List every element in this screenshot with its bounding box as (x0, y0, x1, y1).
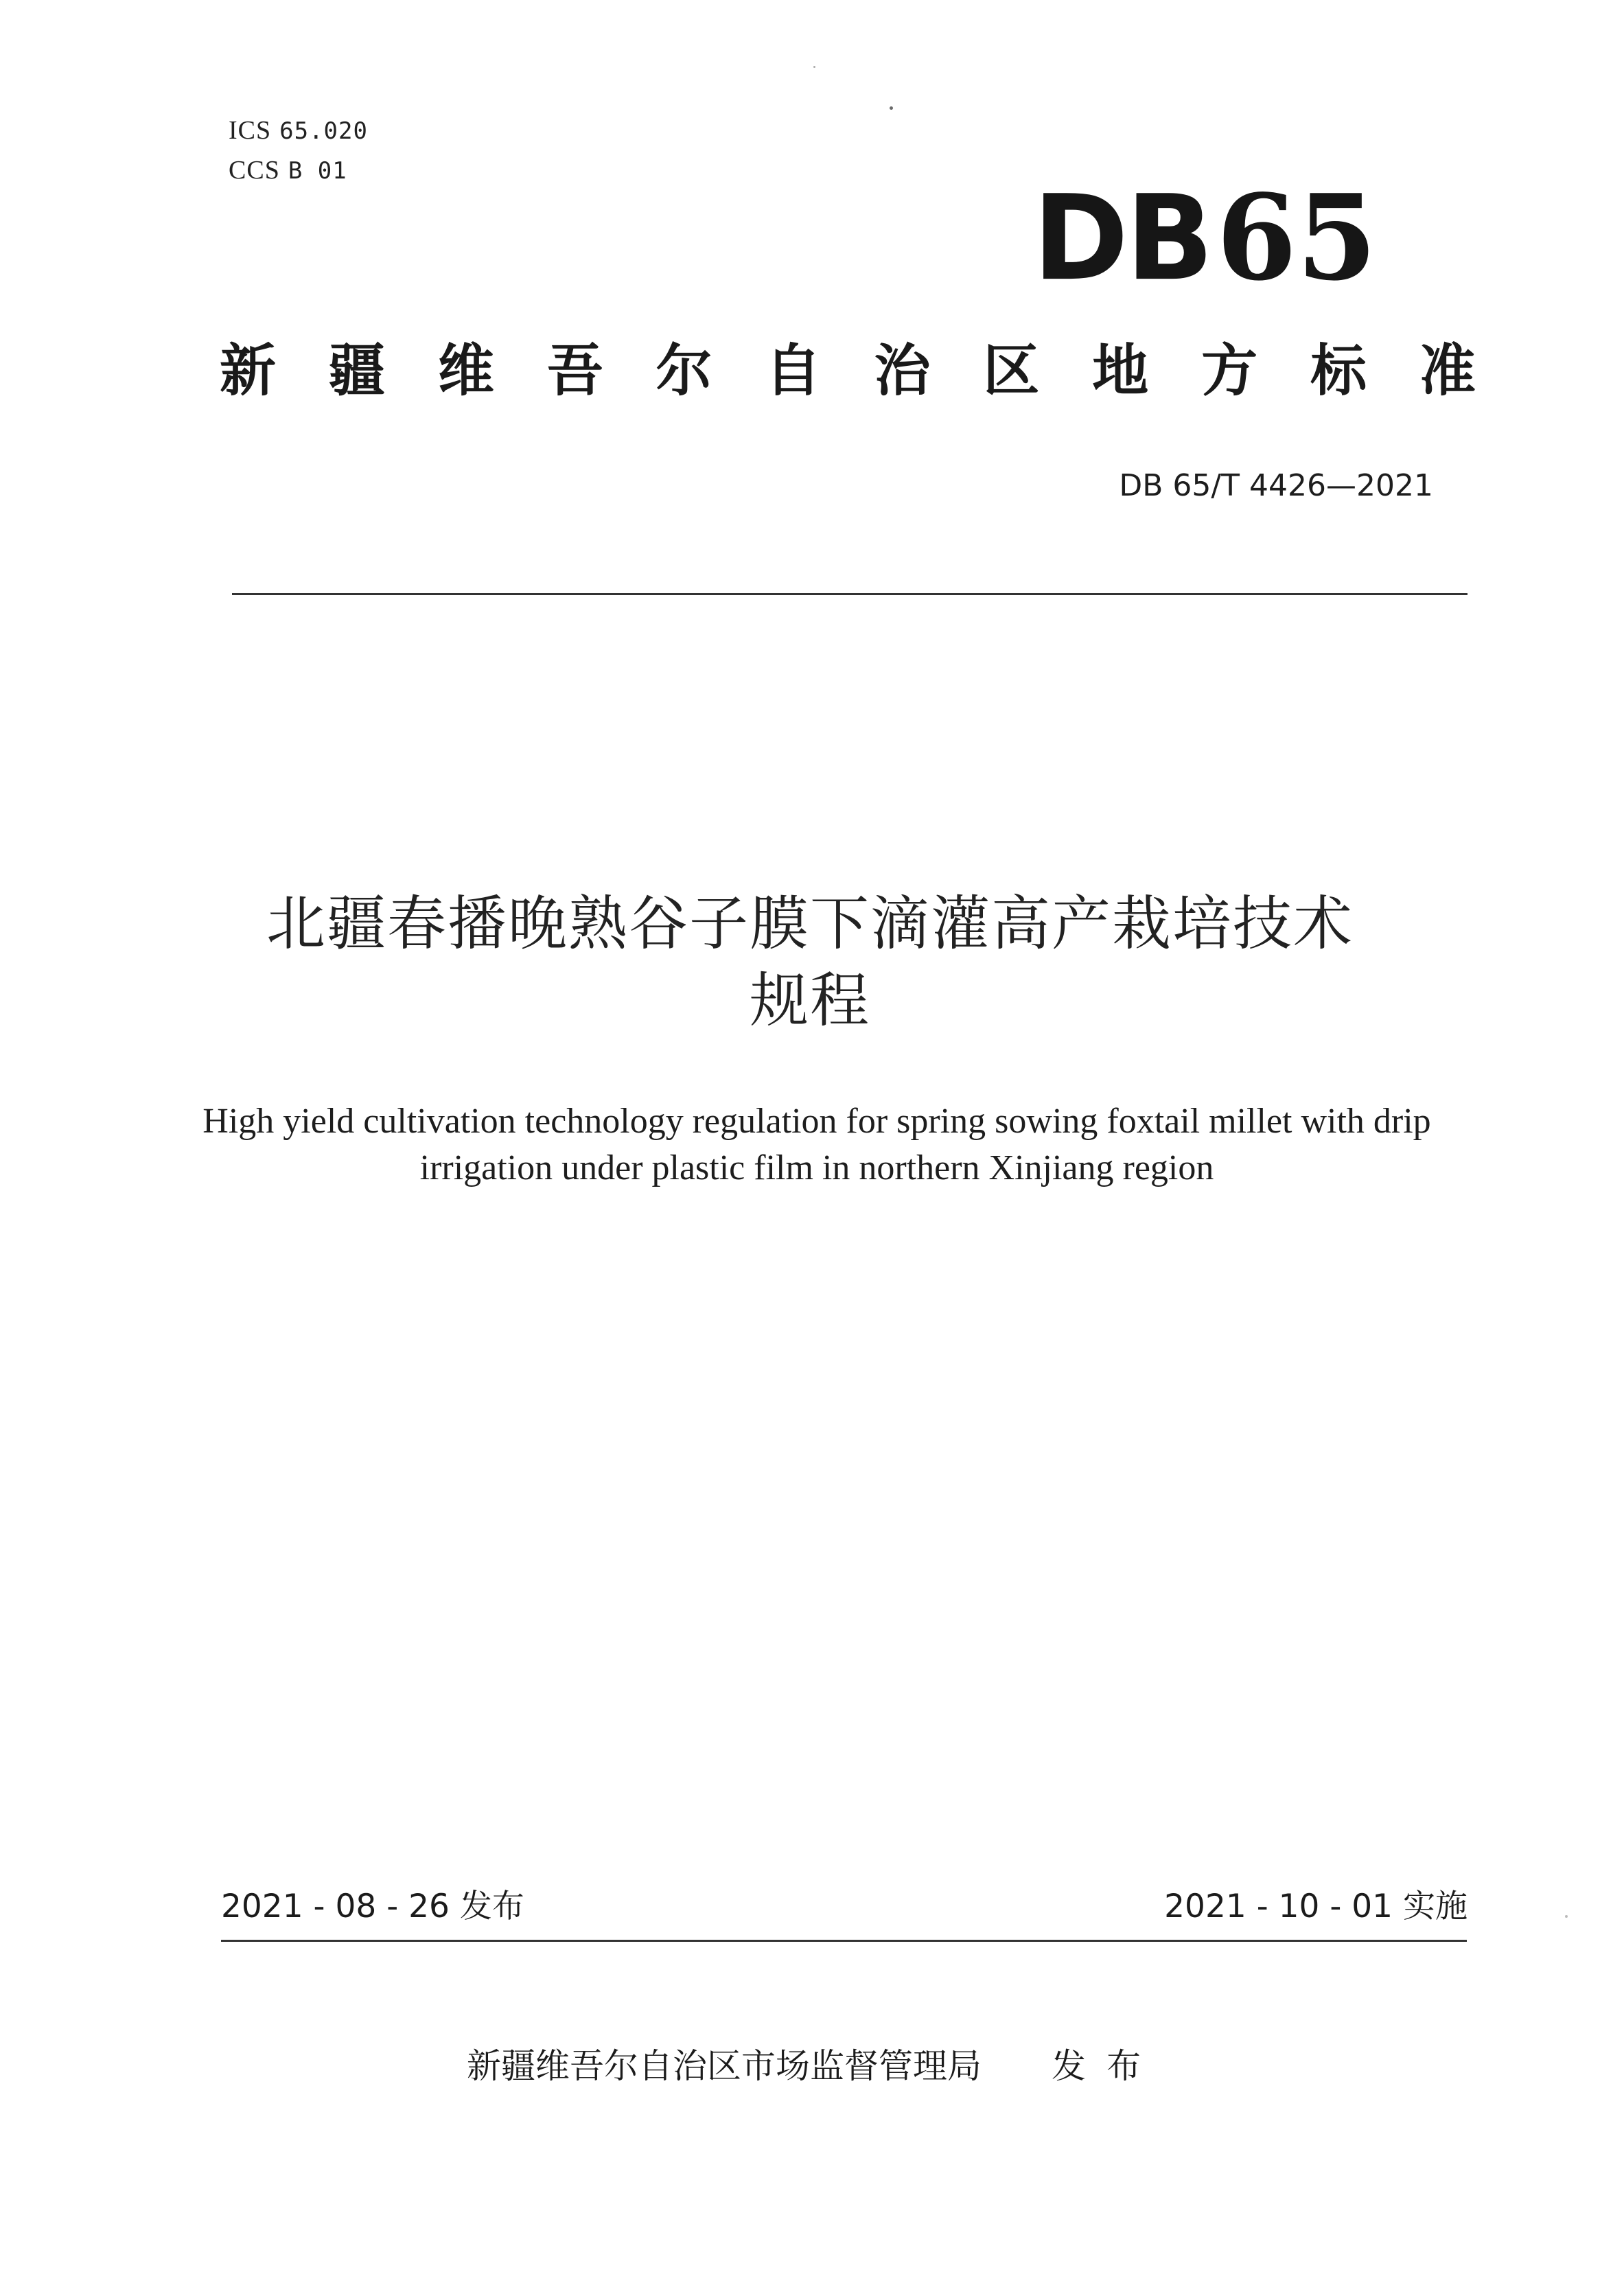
english-title-line-2: irrigation under plastic film in northern Xinjiang region (419, 1148, 1214, 1187)
issuer (467, 2039, 1161, 2088)
chinese-title-line-1: 北疆春播晚熟谷子膜下滴灌高产栽培技术 (266, 890, 1354, 958)
footer-rule (221, 1940, 1467, 1942)
standard-type-char: 治 (874, 338, 931, 404)
standard-code: DB 65/T 4426—2021 (1119, 468, 1433, 503)
implementation-date: 2021 - 10 - 01 实施 (1164, 1888, 1468, 1925)
scan-speck (1565, 1915, 1568, 1918)
logo-letters: DB (1032, 170, 1211, 307)
standard-type-char: 新 (220, 338, 277, 404)
ics-code (229, 115, 368, 146)
chinese-title (124, 885, 1496, 1039)
ics-value: 65.020 (279, 117, 368, 145)
header-rule (232, 593, 1468, 595)
issuer-action: 发布 (1052, 2046, 1161, 2086)
standard-type-char: 区 (983, 338, 1040, 404)
issue-date: 2021 - 08 - 26 发布 (221, 1888, 524, 1925)
standard-type-char: 尔 (656, 338, 712, 404)
ics-label: ICS (229, 116, 272, 145)
scan-speck (890, 106, 893, 110)
standard-type-char: 自 (765, 338, 822, 404)
ccs-value: B 01 (288, 157, 347, 185)
scan-speck (813, 66, 815, 68)
ccs-label: CCS (229, 156, 280, 185)
logo-number: 65 (1216, 168, 1377, 307)
standard-type-char: 地 (1092, 338, 1149, 404)
standard-type-title (220, 338, 1476, 404)
english-title (172, 1098, 1462, 1192)
standard-type-char: 准 (1419, 338, 1476, 404)
standard-type-char: 疆 (328, 338, 385, 404)
standard-type-char: 吾 (546, 338, 603, 404)
english-title-line-1: High yield cultivation technology regulation for spring sowing foxtail millet with drip (202, 1102, 1431, 1141)
db-logo (1032, 168, 1377, 307)
issuer-name: 新疆维吾尔自治区市场监督管理局 (467, 2046, 982, 2086)
standard-type-char: 方 (1201, 338, 1258, 404)
standard-type-char: 维 (437, 338, 494, 404)
standard-type-char: 标 (1310, 338, 1367, 404)
ccs-code (229, 155, 347, 185)
chinese-title-line-2: 规程 (750, 966, 870, 1035)
